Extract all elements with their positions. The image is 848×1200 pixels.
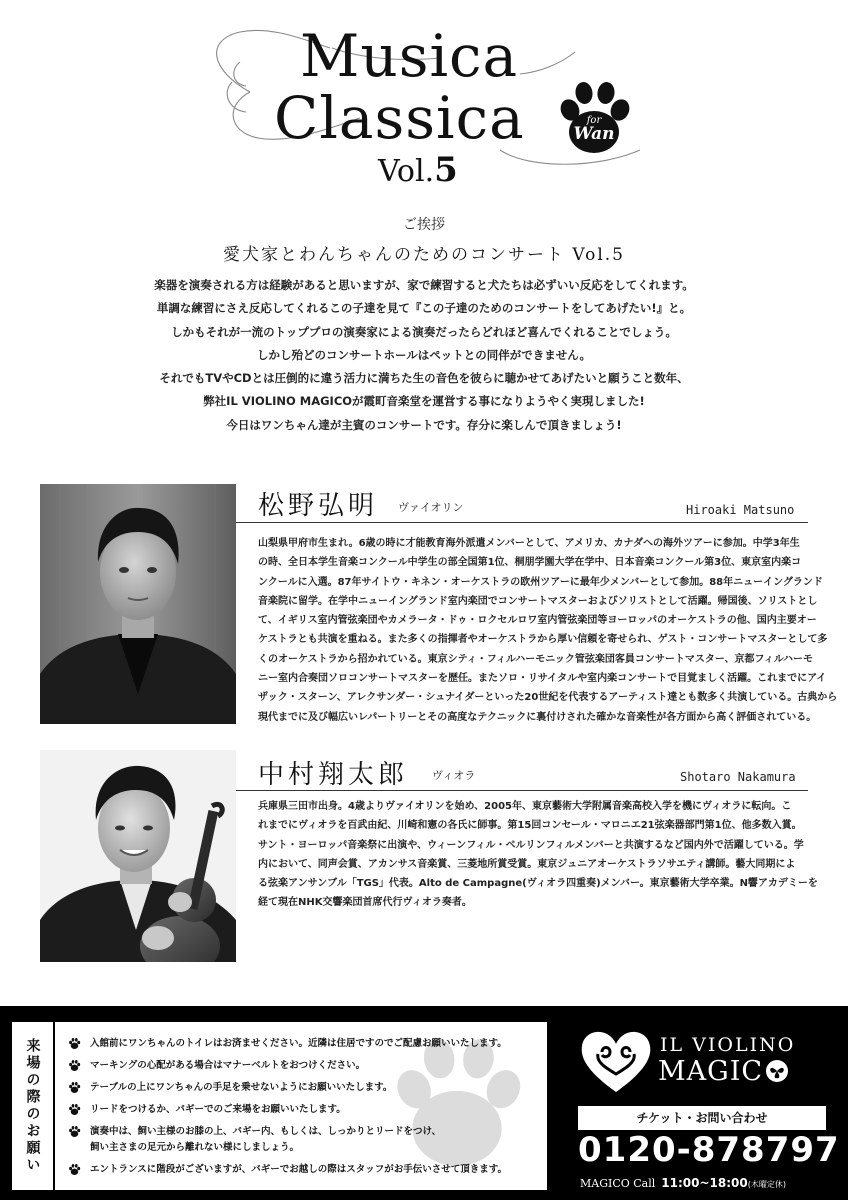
- notice-item: 演奏中は、飼い主様のお膝の上、バギー内、もしくは、しっかりとリードをつけ、 飼い主さまの足元から離れない様にしましょう。: [68, 1124, 538, 1156]
- greeting-line: 弊社IL VIOLINO MAGICOが霞町音楽堂を運営する事になりようやく実現しました!: [203, 394, 645, 409]
- paw-icon: [68, 1126, 81, 1138]
- title-block: [0, 0, 848, 200]
- bio-line: 経て現在NHK交響楽団首席代行ヴィオラ奏者。: [258, 897, 472, 909]
- bio-line: て、イギリス室内管弦楽団やカメラータ・ドゥ・ロクセルロワ室内管弦楽団等ヨーロッパのオーケストラの他、国内主要オー: [258, 615, 817, 627]
- greeting-line: 単調な練習にさえ反応してくれるこの子達を見て『この子達のためのコンサートをしてあげたい!』と。: [156, 301, 692, 316]
- performer-bio: [258, 534, 837, 727]
- notice-item: 入館前にワンちゃんのトイレはお済ませください。近隣は住居ですのでご配慮お願いいたします。: [68, 1036, 538, 1052]
- bio-line: サント・ヨーロッパ音楽祭に出演や、ウィーンフィル・ベルリンフィルメンバーと共演するなど国内外で活躍している。学: [258, 839, 804, 851]
- notice-item: テーブルの上にワンちゃんの手足を乗せないようにお願いいたします。: [68, 1080, 538, 1096]
- footer: [0, 1006, 848, 1200]
- performer-divider: [236, 790, 808, 791]
- brand-name-line-2: MAGIC: [658, 1056, 789, 1087]
- greeting-line: 楽器を演奏される方は経験があると思いますが、家で練習すると犬たちは必ずいい反応をしてくれます。: [154, 278, 694, 292]
- performer-name: 松野弘明: [258, 491, 379, 521]
- ticket-contact-label: チケット・お問い合わせ: [578, 1106, 826, 1130]
- volume-label: Vol.5: [378, 150, 458, 190]
- notice-item: エントランスに階段がございますが、バギーでお越しの際はスタッフがお手伝いさせて頂きます。: [68, 1162, 538, 1178]
- bio-line: る弦楽アンサンブル「TGS」代表。Alto de Campagne(ヴィオラ四重奏)メンバー。東京藝術大学卒業。N響アカデミーを: [258, 878, 818, 890]
- phone-number[interactable]: 0120-878797: [578, 1130, 840, 1170]
- bio-line: 山梨県甲府市生まれ。6歳の時に才能教育海外派遣メンバーとして、アメリカ、カナダへの海外ツアーに参加。中学3年生: [258, 538, 800, 549]
- performer-photo-matsuno: [40, 484, 236, 724]
- for-wan-badge: [569, 116, 619, 143]
- performer-roman-name: Hiroaki Matsuno: [686, 503, 795, 517]
- title-line-2: Classica: [274, 84, 525, 152]
- notice-item: マーキングの心配がある場合はマナーベルトをおつけください。: [68, 1058, 538, 1074]
- greeting-line: しかし殆どのコンサートホールはペットとの同伴ができません。: [257, 347, 591, 362]
- paw-icon: [68, 1164, 81, 1176]
- bio-line: 音楽院に留学。在学中ニューイングランド室内楽団でコンサートマスターおよびソリストとして活躍。帰国後、ソリストとし: [258, 595, 818, 607]
- paw-icon: [68, 1082, 81, 1094]
- greeting-heading: ご挨拶: [403, 217, 445, 233]
- for-text: for: [586, 115, 602, 126]
- visitor-notice-box: [12, 1022, 547, 1190]
- performer-divider: [236, 522, 808, 523]
- performer-photo-nakamura: [40, 750, 236, 962]
- call-hours-value: 11:00~18:00: [661, 1176, 748, 1190]
- greeting-line: それでもTVやCDとは圧倒的に違う活力に満ちた生の音色を彼らに聴かせてあげたいと願うこと数年、: [159, 371, 689, 386]
- bio-line: くのオーケストラから招かれている。東京シティ・フィルハーモニック管弦楽団客員コンサートマスター、京都フィルハーモ: [258, 653, 813, 665]
- call-hours: [580, 1176, 786, 1190]
- performer-name: 中村翔太郎: [258, 760, 409, 790]
- greeting-body: [0, 274, 848, 437]
- heart-swirl-logo: [578, 1026, 654, 1096]
- call-hours-note: (木曜定休): [747, 1180, 786, 1189]
- call-label: MAGICO Call: [580, 1177, 656, 1190]
- bio-line: ニー室内合奏団ソロコンサートマスターを歴任。またソロ・リサイタルや室内楽コンサートで目覚ましく活躍。これまでにアイ: [258, 673, 827, 685]
- bow-emblem-icon: [765, 1059, 789, 1083]
- performer-instrument: ヴィオラ: [432, 769, 476, 782]
- bio-line: 内において、同声会賞、アカンサス音楽賞、三菱地所賞受賞。東京ジュニアオーケストラソサエティ講師。藝大同期によ: [258, 858, 796, 870]
- paw-icon: [68, 1060, 81, 1072]
- brand-logo: [578, 1026, 828, 1096]
- title-line-1: Musica: [300, 22, 519, 90]
- brand-name-line-1: IL VIOLINO: [660, 1034, 796, 1056]
- paw-icon: [68, 1104, 81, 1116]
- greeting-subtitle: 愛犬家とわんちゃんのためのコンサート Vol.5: [222, 245, 625, 265]
- bio-line: の時、全日本学生音楽コンクール中学生の部全国第1位、桐朋学園大学在学中、日本音楽コンクール第3位、東京室内楽コ: [258, 557, 802, 569]
- paw-icon: [68, 1038, 81, 1050]
- performer-roman-name: Shotaro Nakamura: [680, 770, 796, 784]
- greeting-line: 今日はワンちゃん達が主賓のコンサートです。存分に楽しんで頂きましょう!: [226, 417, 622, 432]
- bio-line: ケストラとも共演を重ねる。また多くの指揮者やオーケストラから厚い信頼を寄せられ、ゲスト・コンサートマスターとして多: [258, 634, 828, 646]
- bio-line: ンクールに入選。87年サイトウ・キネン・オーケストラの欧州ツアーに最年少メンバーとして参加。88年ニューイングランド: [258, 576, 823, 588]
- bio-line: 現代までに及び幅広いレパートリーとその高度なテクニックに裏付けされた確かな音楽性が各方面から高く評価されている。: [258, 711, 817, 723]
- volume-number: 5: [434, 150, 458, 190]
- greeting-line: しかもそれが一流のトッププロの演奏家による演奏だったらどれほど喜んでくれることでしょう。: [171, 324, 677, 339]
- notice-title: 来場の際のお願い: [12, 1022, 55, 1190]
- performer-instrument: ヴァイオリン: [398, 501, 464, 514]
- notice-item: リードをつけるか、バギーでのご来場をお願いいたします。: [68, 1102, 538, 1118]
- bio-line: 兵庫県三田市出身。4歳よりヴァイオリンを始め、2005年、東京藝術大学附属音楽高校入学を機にヴィオラに転向。こ: [258, 801, 792, 812]
- performer-bio: [258, 797, 818, 913]
- wan-text: Wan: [573, 124, 615, 144]
- bio-line: ザック・スターン、アレクサンダー・シュナイダーといった20世紀を代表するアーティスト達とも数多く共演している。古典から: [258, 692, 838, 704]
- notice-list: [68, 1036, 538, 1184]
- bio-line: れまでにヴィオラを百武由紀、川崎和憲の各氏に師事。第15回コンセール・マロニエ21弦楽器部門第1位、他多数入賞。: [258, 820, 802, 832]
